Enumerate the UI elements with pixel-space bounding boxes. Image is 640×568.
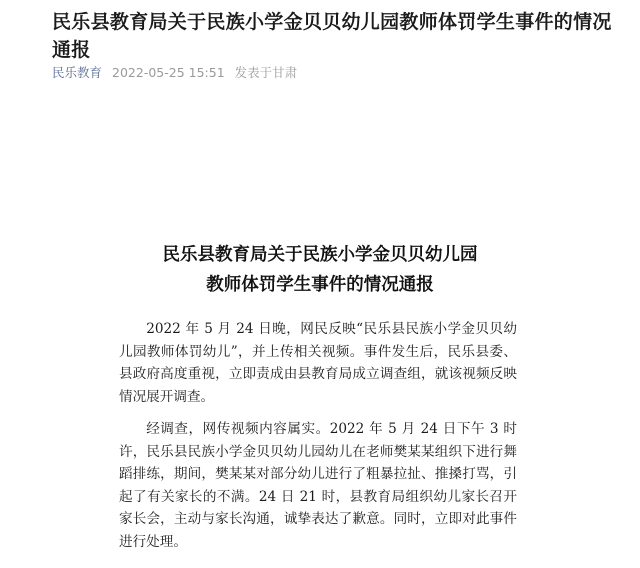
document-paragraph-2: 经调查，网传视频内容属实。2022 年 5 月 24 日下午 3 时许，民乐县民族小学金贝贝幼儿园幼儿在老师樊某某组织下进行舞蹈排练，期间，樊某某对部分幼儿进行了粗暴拉扯、推搡打骂，引起了有关家长的不满。24 日 21 时，县教育局组织幼儿家长召开家长会，主动与家长沟通，诚挚表达了歉意。同时，立即对此事件进行处理。 — [119, 421, 517, 550]
publish-location: 发表于甘肃 — [234, 65, 298, 80]
article-meta — [52, 63, 297, 81]
publish-datetime: 2022-05-25 15:51 — [112, 64, 225, 80]
document-heading — [0, 240, 640, 300]
account-name-link[interactable]: 民乐教育 — [52, 65, 103, 80]
document-body — [119, 318, 517, 563]
document-heading-line-1: 民乐县教育局关于民族小学金贝贝幼儿园 — [162, 245, 478, 265]
document-paragraph-1: 2022 年 5 月 24 日晚，网民反映“民乐县民族小学金贝贝幼儿园教师体罚幼儿”，并上传相关视频。事件发生后，民乐县委、县政府高度重视，立即责成由县教育局成立调查组，就该视频反映情况展开调查。 — [119, 321, 517, 405]
article-title: 民乐县教育局关于民族小学金贝贝幼儿园教师体罚学生事件的情况通报 — [52, 11, 612, 61]
document-heading-line-2: 教师体罚学生事件的情况通报 — [206, 275, 434, 295]
